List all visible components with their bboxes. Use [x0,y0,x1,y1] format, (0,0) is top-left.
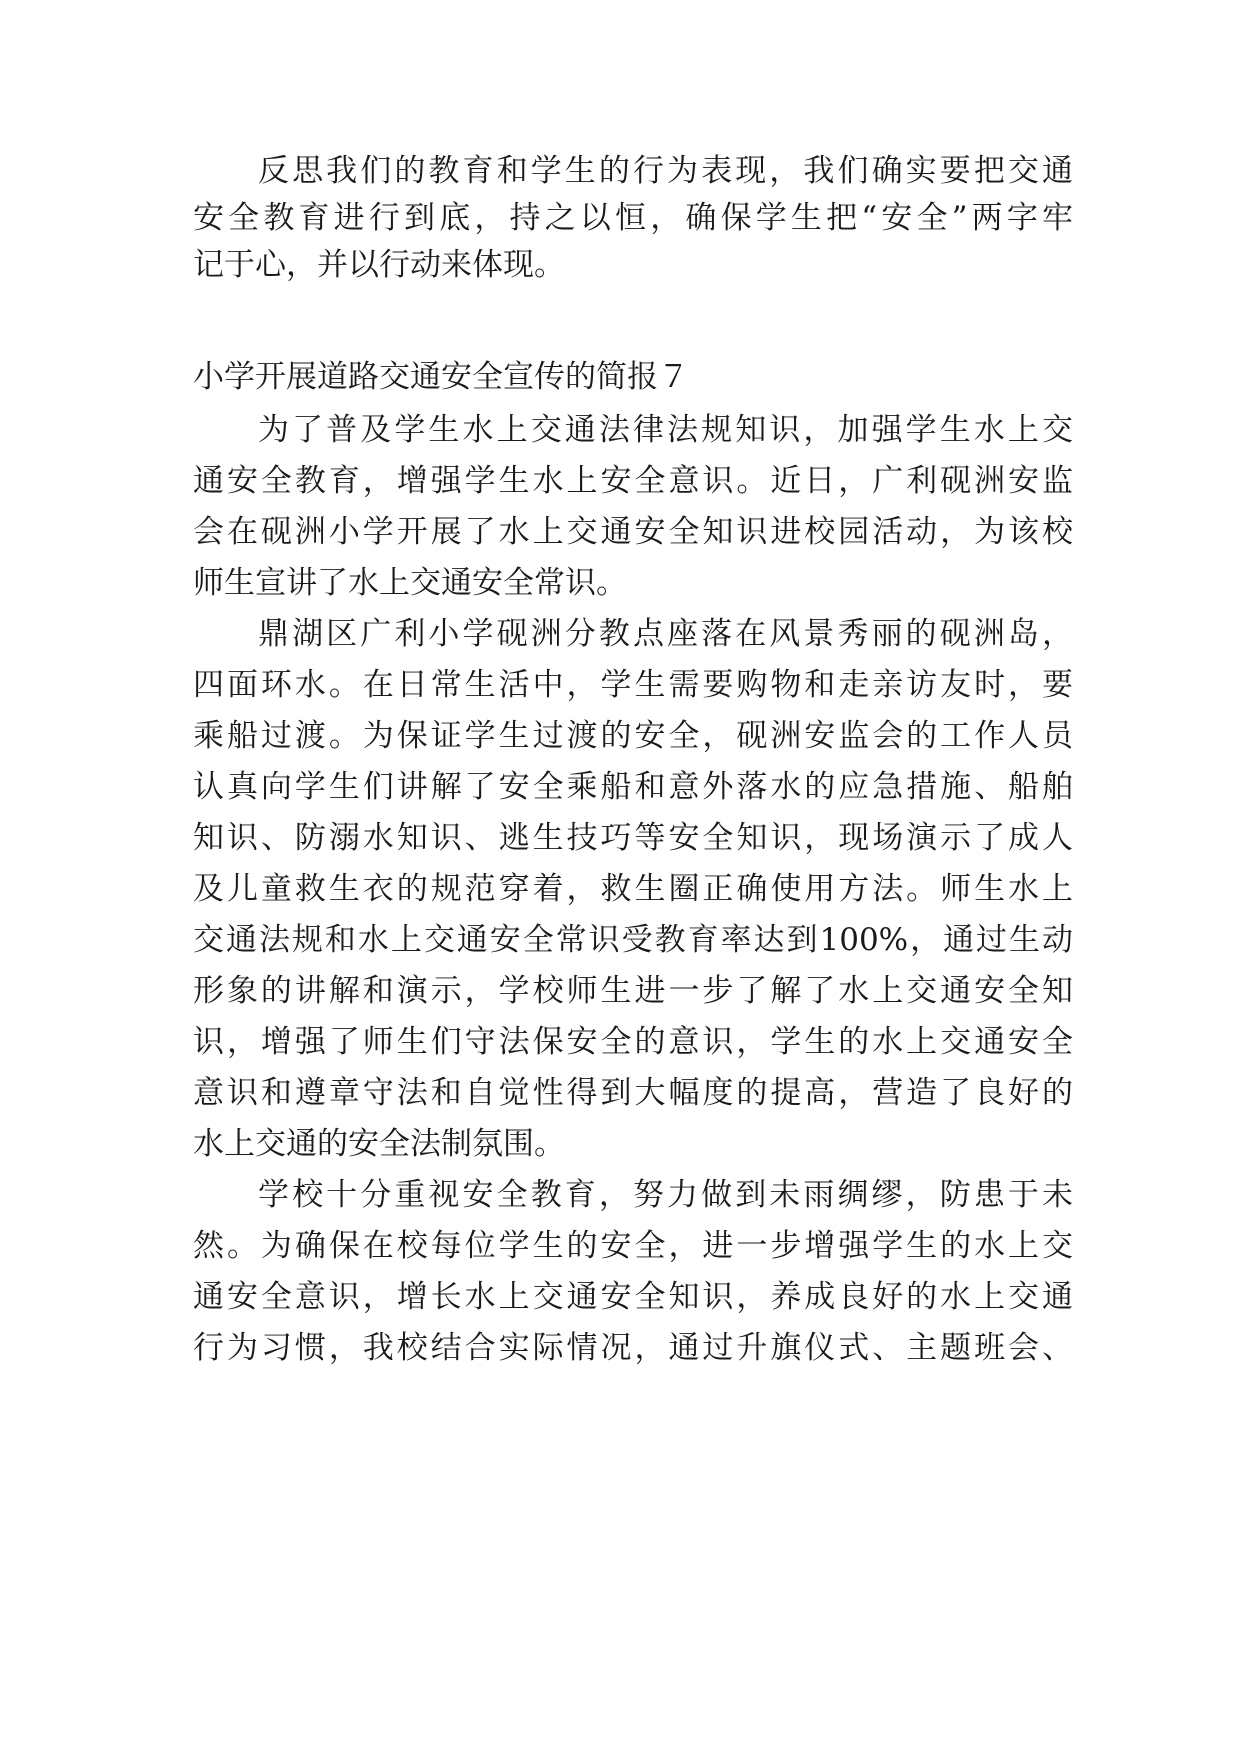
paragraph-line: 鼎湖区广利小学砚洲分教点座落在风景秀丽的砚洲岛， [258,616,1073,652]
paragraph-line: 通安全意识，增长水上交通安全知识，养成良好的水上交通 [193,1279,1073,1315]
paragraph-line: 水上交通的安全法制氛围。 [193,1126,565,1162]
paragraph-line: 交通法规和水上交通安全常识受教育率达到100%，通过生动 [193,922,1073,958]
paragraph-line: 记于心，并以行动来体现。 [193,247,565,283]
paragraph-line: 安全教育进行到底，持之以恒，确保学生把“安全”两字牢 [193,200,1073,236]
paragraph-line: 识，增强了师生们守法保安全的意识，学生的水上交通安全 [193,1024,1073,1060]
paragraph-line: 形象的讲解和演示，学校师生进一步了解了水上交通安全知 [193,973,1073,1009]
paragraph-line: 学校十分重视安全教育，努力做到未雨绸缪，防患于未 [258,1177,1073,1213]
section-heading: 小学开展道路交通安全宣传的简报７ [193,359,689,395]
paragraph-line: 会在砚洲小学开展了水上交通安全知识进校园活动，为该校 [193,514,1073,550]
paragraph-line: 通安全教育，增强学生水上安全意识。近日，广利砚洲安监 [193,463,1073,499]
paragraph-line: 师生宣讲了水上交通安全常识。 [193,565,627,601]
paragraph-line: 意识和遵章守法和自觉性得到大幅度的提高，营造了良好的 [193,1075,1073,1111]
paragraph-line: 知识、防溺水知识、逃生技巧等安全知识，现场演示了成人 [193,820,1073,856]
paragraph-line: 行为习惯，我校结合实际情况，通过升旗仪式、主题班会、 [193,1330,1073,1366]
paragraph-line: 为了普及学生水上交通法律法规知识，加强学生水上交 [258,412,1073,448]
paragraph-line: 认真向学生们讲解了安全乘船和意外落水的应急措施、船舶 [193,769,1073,805]
paragraph-line: 反思我们的教育和学生的行为表现，我们确实要把交通 [258,153,1073,189]
paragraph-line: 然。为确保在校每位学生的安全，进一步增强学生的水上交 [193,1228,1073,1264]
paragraph-line: 及儿童救生衣的规范穿着，救生圈正确使用方法。师生水上 [193,871,1073,907]
paragraph-line: 乘船过渡。为保证学生过渡的安全，砚洲安监会的工作人员 [193,718,1073,754]
paragraph-line: 四面环水。在日常生活中，学生需要购物和走亲访友时，要 [193,667,1073,703]
